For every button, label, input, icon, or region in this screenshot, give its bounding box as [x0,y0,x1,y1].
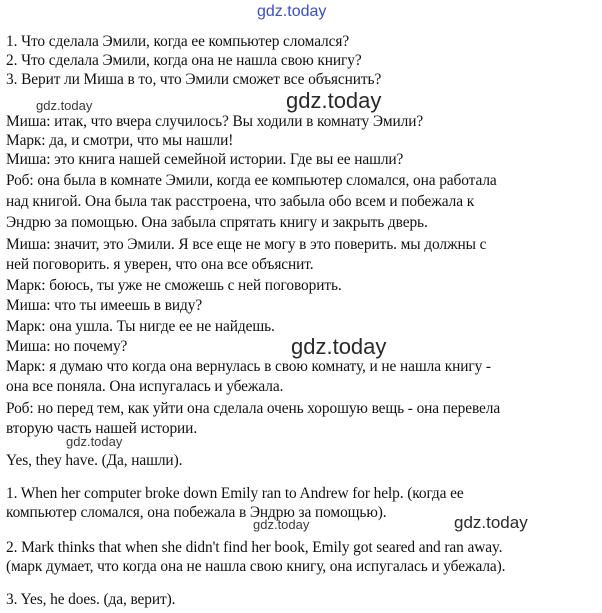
text-line: Миша: что ты имеешь в виду? [6,297,203,314]
watermark: gdz.today [286,88,382,113]
text-line: Миша: итак, что вчера случилось? Вы ходили в комнату Эмили? [6,113,424,130]
text-line: 3. Верит ли Миша в то, что Эмили сможет все объяснить? [6,71,382,88]
text-line: ней поговорить. я уверен, что она все объяснит. [6,256,314,273]
text-line: 3. Yes, he does. (да, верит). [6,591,176,608]
text-line: над книгой. Она была так расстроена, что забыла обо всем и побежала к [6,193,475,210]
text-line: Yes, they have. (Да, нашли). [6,452,183,469]
text-line: 1. Что сделала Эмили, когда ее компьютер сломался? [6,33,350,50]
watermark-top: gdz.today [257,3,327,20]
watermark: gdz.today [454,513,528,532]
watermark: gdz.today [66,434,123,449]
text-line: Роб: она была в комнате Эмили, когда ее компьютер сломался, она работала [6,172,497,189]
text-line: Эндрю за помощью. Она забыла спрятать книгу и закрыть дверь. [6,214,428,231]
text-line: Миша: это книга нашей семейной истории. Где вы ее нашли? [6,151,404,168]
text-line: Марк: она ушла. Ты нигде ее не найдешь. [6,318,275,335]
text-line: Марк: я думаю что когда она вернулась в свою комнату, и не нашла книгу - [6,358,491,375]
text-line: она все поняла. Она испугалась и убежала. [6,378,284,395]
text-line: Марк: да, и смотри, что мы нашли! [6,132,234,149]
text-line: компьютер сломался, она побежала в Эндрю за помощью). [6,504,387,521]
text-line: 1. When her computer broke down Emily ran to Andrew for help. (когда ее [6,485,464,502]
watermark: gdz.today [36,98,93,113]
text-line: Марк: боюсь, ты уже не сможешь с ней поговорить. [6,277,342,294]
watermark: gdz.today [291,334,387,359]
text-line: Миша: значит, это Эмили. Я все еще не могу в это поверить. мы должны с [6,236,487,253]
text-line: вторую часть нашей истории. [6,420,198,437]
text-line: Роб: но перед тем, как уйти она сделала очень хорошую вещь - она перевела [6,400,501,417]
text-line: 2. Что сделала Эмили, когда она не нашла свою книгу? [6,52,362,69]
text-line: (марк думает, что когда она не нашла свою книгу, она испугалась и убежала). [6,558,506,575]
text-line: Миша: но почему? [6,338,128,355]
watermark: gdz.today [253,517,310,532]
text-line: 2. Mark thinks that when she didn't find her book, Emily got seared and ran away. [6,539,503,556]
